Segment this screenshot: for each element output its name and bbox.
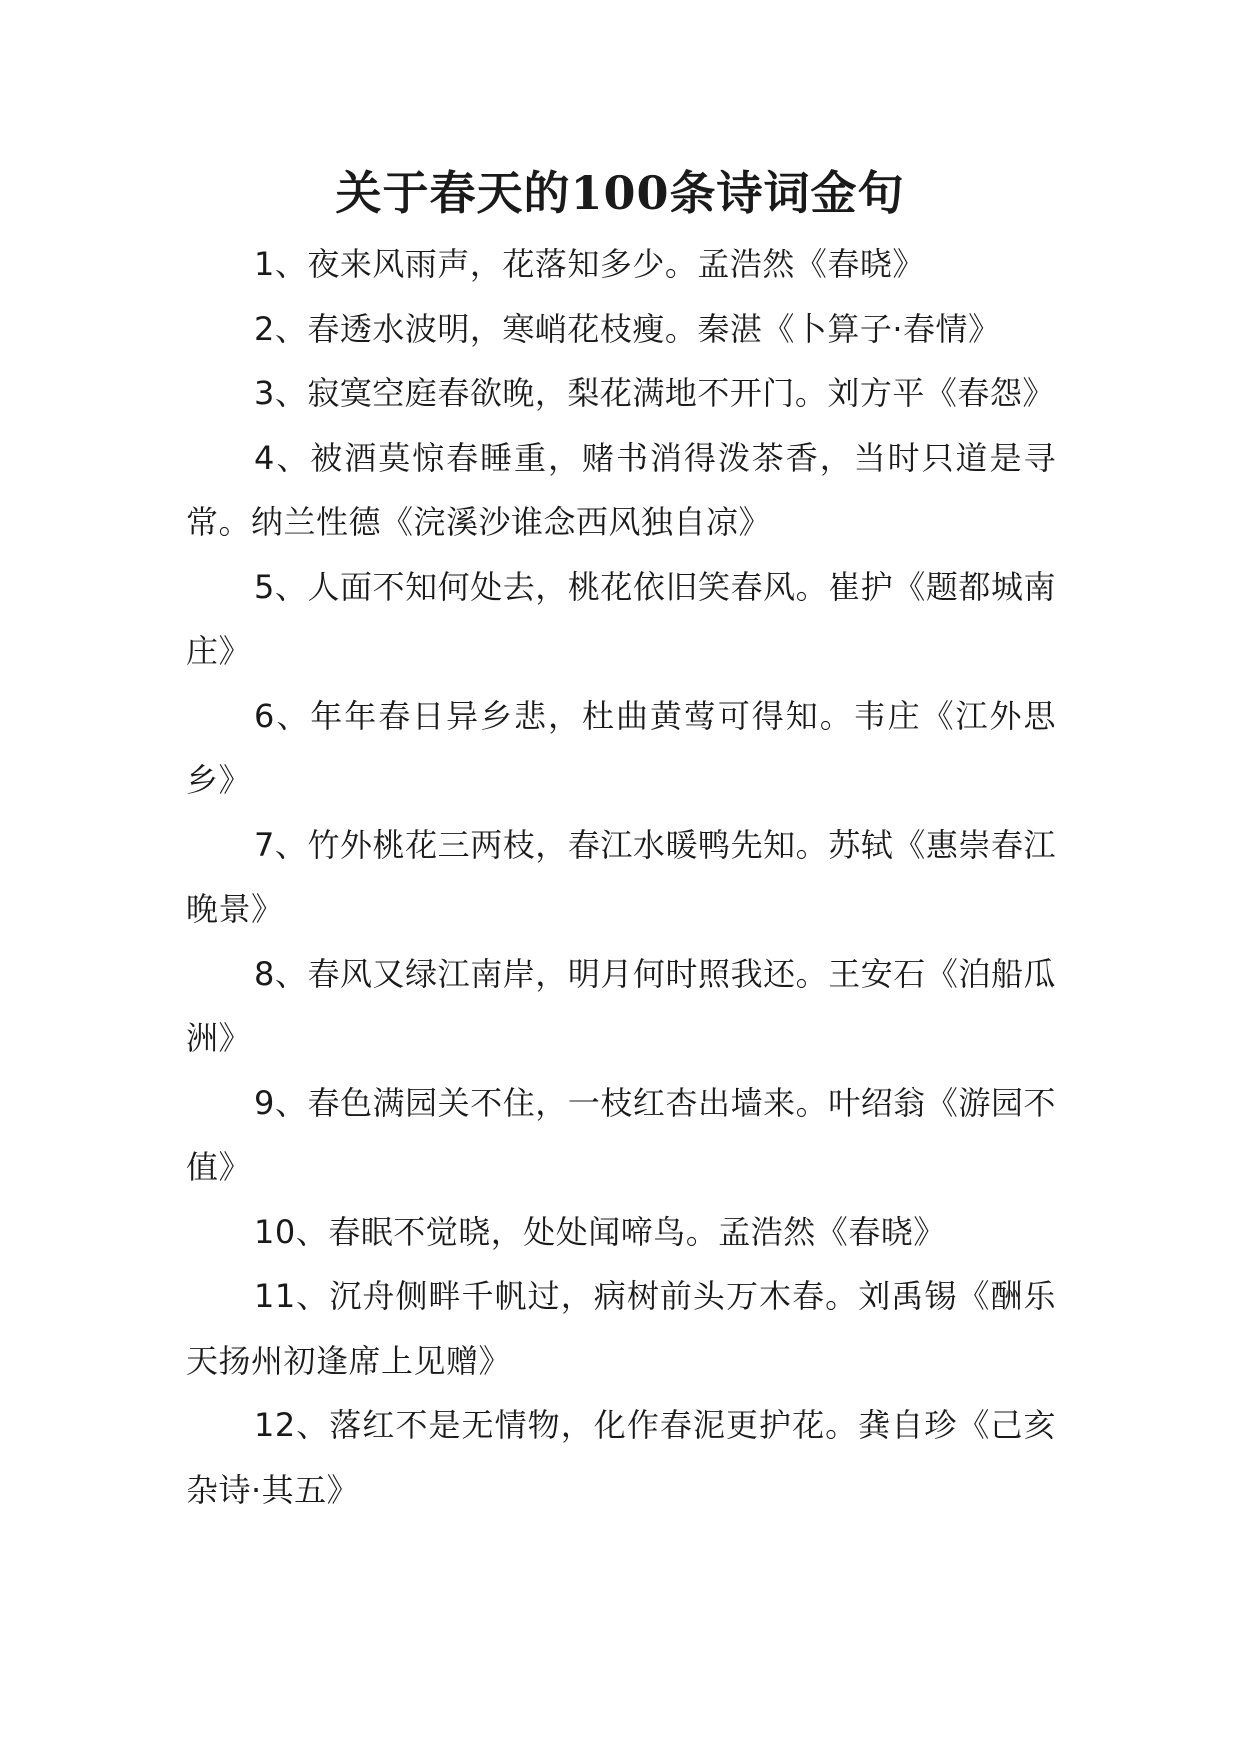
poem-entry: 7、竹外桃花三两枝，春江水暖鸭先知。苏轼《惠崇春江晚景》 — [186, 825, 1056, 928]
poem-entry: 3、寂寞空庭春欲晚，梨花满地不开门。刘方平《春怨》 — [254, 374, 1055, 412]
poem-entry: 1、夜来风雨声，花落知多少。孟浩然《春晓》 — [254, 245, 925, 283]
poem-entry: 11、沉舟侧畔千帆过，病树前头万木春。刘禹锡《酬乐天扬州初逢席上见赠》 — [186, 1277, 1056, 1380]
poem-entry: 8、春风又绿江南岸，明月何时照我还。王安石《泊船瓜洲》 — [186, 954, 1056, 1057]
document-title: 关于春天的100条诗词金句 — [335, 166, 905, 220]
poem-list — [186, 232, 1056, 1522]
poem-entry: 6、年年春日异乡悲，杜曲黄莺可得知。韦庄《江外思乡》 — [186, 696, 1056, 799]
poem-entry: 12、落红不是无情物，化作春泥更护花。龚自珍《己亥杂诗·其五》 — [186, 1406, 1056, 1509]
poem-entry: 10、春眠不觉晓，处处闻啼鸟。孟浩然《春晓》 — [254, 1212, 946, 1251]
poem-entry: 4、被酒莫惊春睡重，赌书消得泼茶香，当时只道是寻常。纳兰性德《浣溪沙谁念西风独自凉》 — [186, 438, 1056, 541]
poem-entry: 2、春透水波明，寒峭花枝瘦。秦湛《卜算子·春情》 — [254, 309, 1001, 348]
poem-entry: 5、人面不知何处去，桃花依旧笑春风。崔护《题都城南庄》 — [186, 567, 1056, 670]
poem-entry: 9、春色满园关不住，一枝红杏出墙来。叶绍翁《游园不值》 — [186, 1083, 1056, 1186]
